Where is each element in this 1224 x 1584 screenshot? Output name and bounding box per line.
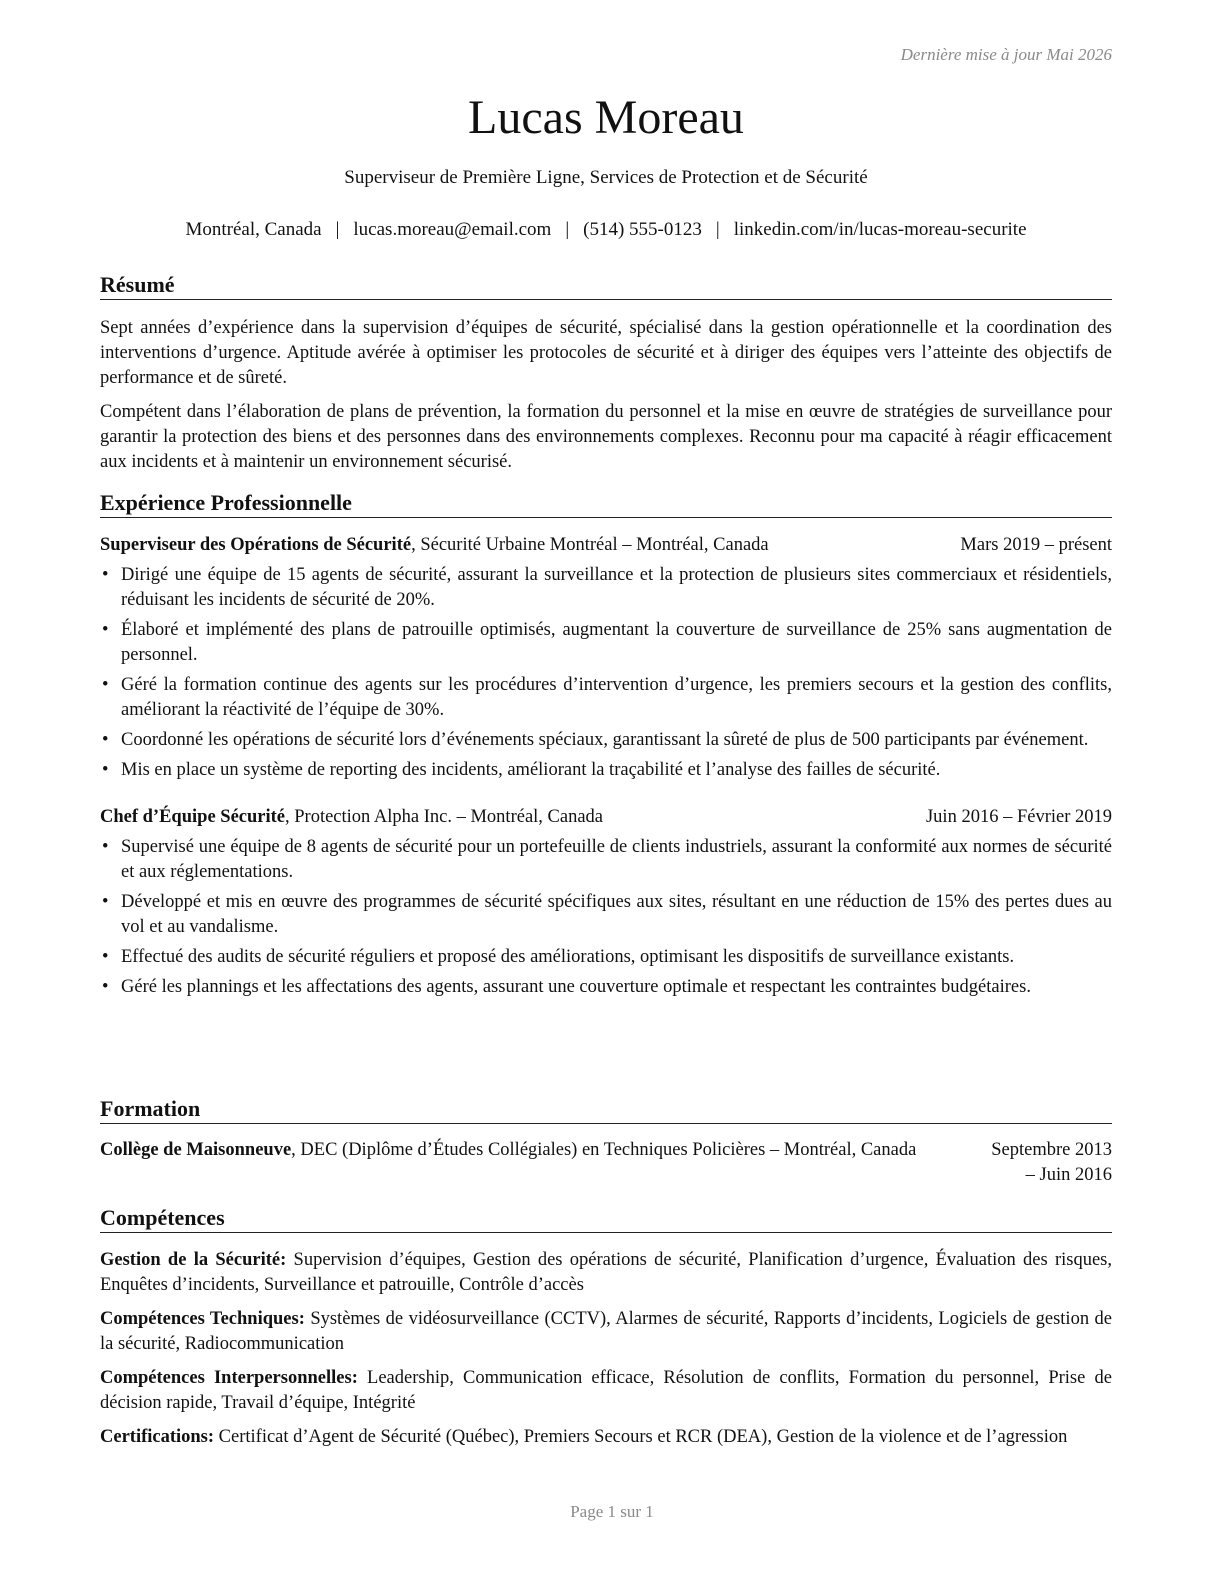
bullet-icon: • [102, 892, 109, 912]
skills-section [100, 1204, 1112, 1450]
skill-text: Leadership, Communication efficace, Résolution de conflits, Formation du personnel, Prise de décision rapide, Travail d’équipe, Intégrité [100, 1368, 1112, 1413]
experience-section [100, 489, 1112, 1005]
contact-separator: | [335, 219, 340, 240]
skill-text: Systèmes de vidéosurveillance (CCTV), Alarmes de sécurité, Rapports d’incidents, Logiciels de gestion de la sécurité, Radiocommunication [100, 1309, 1112, 1354]
bullet-icon: • [102, 760, 109, 780]
skill-group [100, 1248, 1112, 1298]
skill-label: Gestion de la Sécurité: [100, 1250, 287, 1270]
job-bullet [100, 728, 1112, 753]
skill-group [100, 1366, 1112, 1416]
summary-paragraph: Compétent dans l’élaboration de plans de prévention, la formation du personnel et la mise en œuvre de stratégies de surveillance pour garantir la protection des biens et des personnes dans des environnements complexes. Reconnu pour ma capacité à réagir efficacement aux incidents et à maintenir un environnement sécurisé. [100, 402, 1112, 472]
summary-section [100, 271, 1112, 475]
job-bullet [100, 835, 1112, 885]
section-title-education: Formation [100, 1095, 1112, 1124]
education-dates: Septembre 2013 – Juin 2016 [991, 1140, 1112, 1185]
bullet-text: Développé et mis en œuvre des programmes de sécurité spécifiques aux sites, résultant en une réduction de 15% des pertes dues au vol et au vandalisme. [121, 892, 1112, 937]
skill-label: Compétences Techniques: [100, 1309, 305, 1329]
job-header [100, 533, 1112, 558]
bullet-text: Géré la formation continue des agents sur les procédures d’intervention d’urgence, les premiers secours et la gestion des conflits, améliorant la réactivité de l’équipe de 30%. [121, 675, 1112, 720]
section-title-experience: Expérience Professionnelle [100, 489, 1112, 518]
job-bullet [100, 563, 1112, 613]
education-degree: , DEC (Diplôme d’Études Collégiales) en Techniques Policières – Montréal, Canada [291, 1140, 917, 1160]
section-title-skills: Compétences [100, 1204, 1112, 1233]
job-bullet [100, 890, 1112, 940]
education-section [100, 1095, 1112, 1188]
bullet-icon: • [102, 977, 109, 997]
job-bullet [100, 975, 1112, 1000]
job-entry [100, 533, 1112, 783]
page-number: Page 1 sur 1 [570, 1502, 654, 1521]
job-bullets [100, 835, 1112, 1000]
job-bullet [100, 945, 1112, 970]
contact-line [100, 219, 1112, 241]
education-school: Collège de Maisonneuve [100, 1140, 292, 1160]
contact-phone[interactable]: (514) 555-0123 [583, 219, 702, 240]
education-entry [100, 1138, 1112, 1188]
skill-group [100, 1425, 1112, 1450]
bullet-text: Coordonné les opérations de sécurité lors d’événements spéciaux, garantissant la sûreté de plus de 500 participants par événement. [121, 730, 1089, 750]
job-bullets [100, 563, 1112, 783]
job-bullet [100, 758, 1112, 783]
last-updated: Dernière mise à jour Mai 2026 [900, 45, 1112, 64]
bullet-text: Géré les plannings et les affectations des agents, assurant une couverture optimale et respectant les contraintes budgétaires. [121, 977, 1031, 997]
skill-label: Certifications: [100, 1427, 215, 1447]
job-role: Superviseur des Opérations de Sécurité [100, 535, 412, 555]
section-title-summary: Résumé [100, 271, 1112, 300]
skill-group [100, 1307, 1112, 1357]
skill-text: Supervision d’équipes, Gestion des opérations de sécurité, Planification d’urgence, Évaluation des risques, Enquêtes d’incidents, Surveillance et patrouille, Contrôle d’accès [100, 1250, 1112, 1295]
bullet-icon: • [102, 675, 109, 695]
bullet-text: Élaboré et implémenté des plans de patrouille optimisés, augmentant la couverture de surveillance de 25% sans augmentation de personnel. [121, 620, 1112, 665]
summary-paragraph: Sept années d’expérience dans la supervision d’équipes de sécurité, spécialisé dans la gestion opérationnelle et la coordination des interventions d’urgence. Aptitude avérée à optimiser les protocoles de sécurité et à diriger des équipes vers l’atteinte des objectifs de performance et de sûreté. [100, 318, 1112, 388]
contact-email[interactable]: lucas.moreau@email.com [353, 219, 552, 240]
skill-text: Certificat d’Agent de Sécurité (Québec), Premiers Secours et RCR (DEA), Gestion de la violence et de l’agression [214, 1427, 1068, 1447]
job-dates: Mars 2019 – présent [960, 535, 1112, 555]
bullet-icon: • [102, 947, 109, 967]
contact-separator: | [565, 219, 570, 240]
candidate-headline: Superviseur de Première Ligne, Services de Protection et de Sécurité [344, 167, 868, 188]
job-role: Chef d’Équipe Sécurité [100, 807, 285, 827]
job-company: , Protection Alpha Inc. – Montréal, Canada [285, 807, 604, 827]
bullet-text: Effectué des audits de sécurité réguliers et proposé des améliorations, optimisant les dispositifs de surveillance existants. [121, 947, 1015, 967]
job-title-line [100, 533, 769, 558]
education-details [100, 1138, 980, 1188]
summary-body [100, 316, 1112, 475]
bullet-text: Supervisé une équipe de 8 agents de sécurité pour un portefeuille de clients industriels, assurant la conformité aux normes de sécurité et aux réglementations. [121, 837, 1112, 882]
candidate-name: Lucas Moreau [468, 91, 744, 144]
job-dates: Juin 2016 – Février 2019 [925, 807, 1112, 827]
job-title-line [100, 805, 603, 830]
job-bullet [100, 673, 1112, 723]
job-header [100, 805, 1112, 830]
contact-separator: | [715, 219, 720, 240]
bullet-icon: • [102, 837, 109, 857]
skill-label: Compétences Interpersonnelles: [100, 1368, 358, 1388]
bullet-text: Dirigé une équipe de 15 agents de sécurité, assurant la surveillance et la protection de plusieurs sites commerciaux et résidentiels, réduisant les incidents de sécurité de 20%. [121, 565, 1112, 610]
bullet-text: Mis en place un système de reporting des incidents, améliorant la traçabilité et l’analyse des failles de sécurité. [121, 760, 941, 780]
contact-linkedin[interactable]: linkedin.com/in/lucas-moreau-securite [733, 219, 1027, 240]
job-company: , Sécurité Urbaine Montréal – Montréal, Canada [411, 535, 769, 555]
bullet-icon: • [102, 730, 109, 750]
bullet-icon: • [102, 620, 109, 640]
job-entry [100, 805, 1112, 1000]
bullet-icon: • [102, 565, 109, 585]
contact-location: Montréal, Canada [185, 219, 322, 240]
job-bullet [100, 618, 1112, 668]
